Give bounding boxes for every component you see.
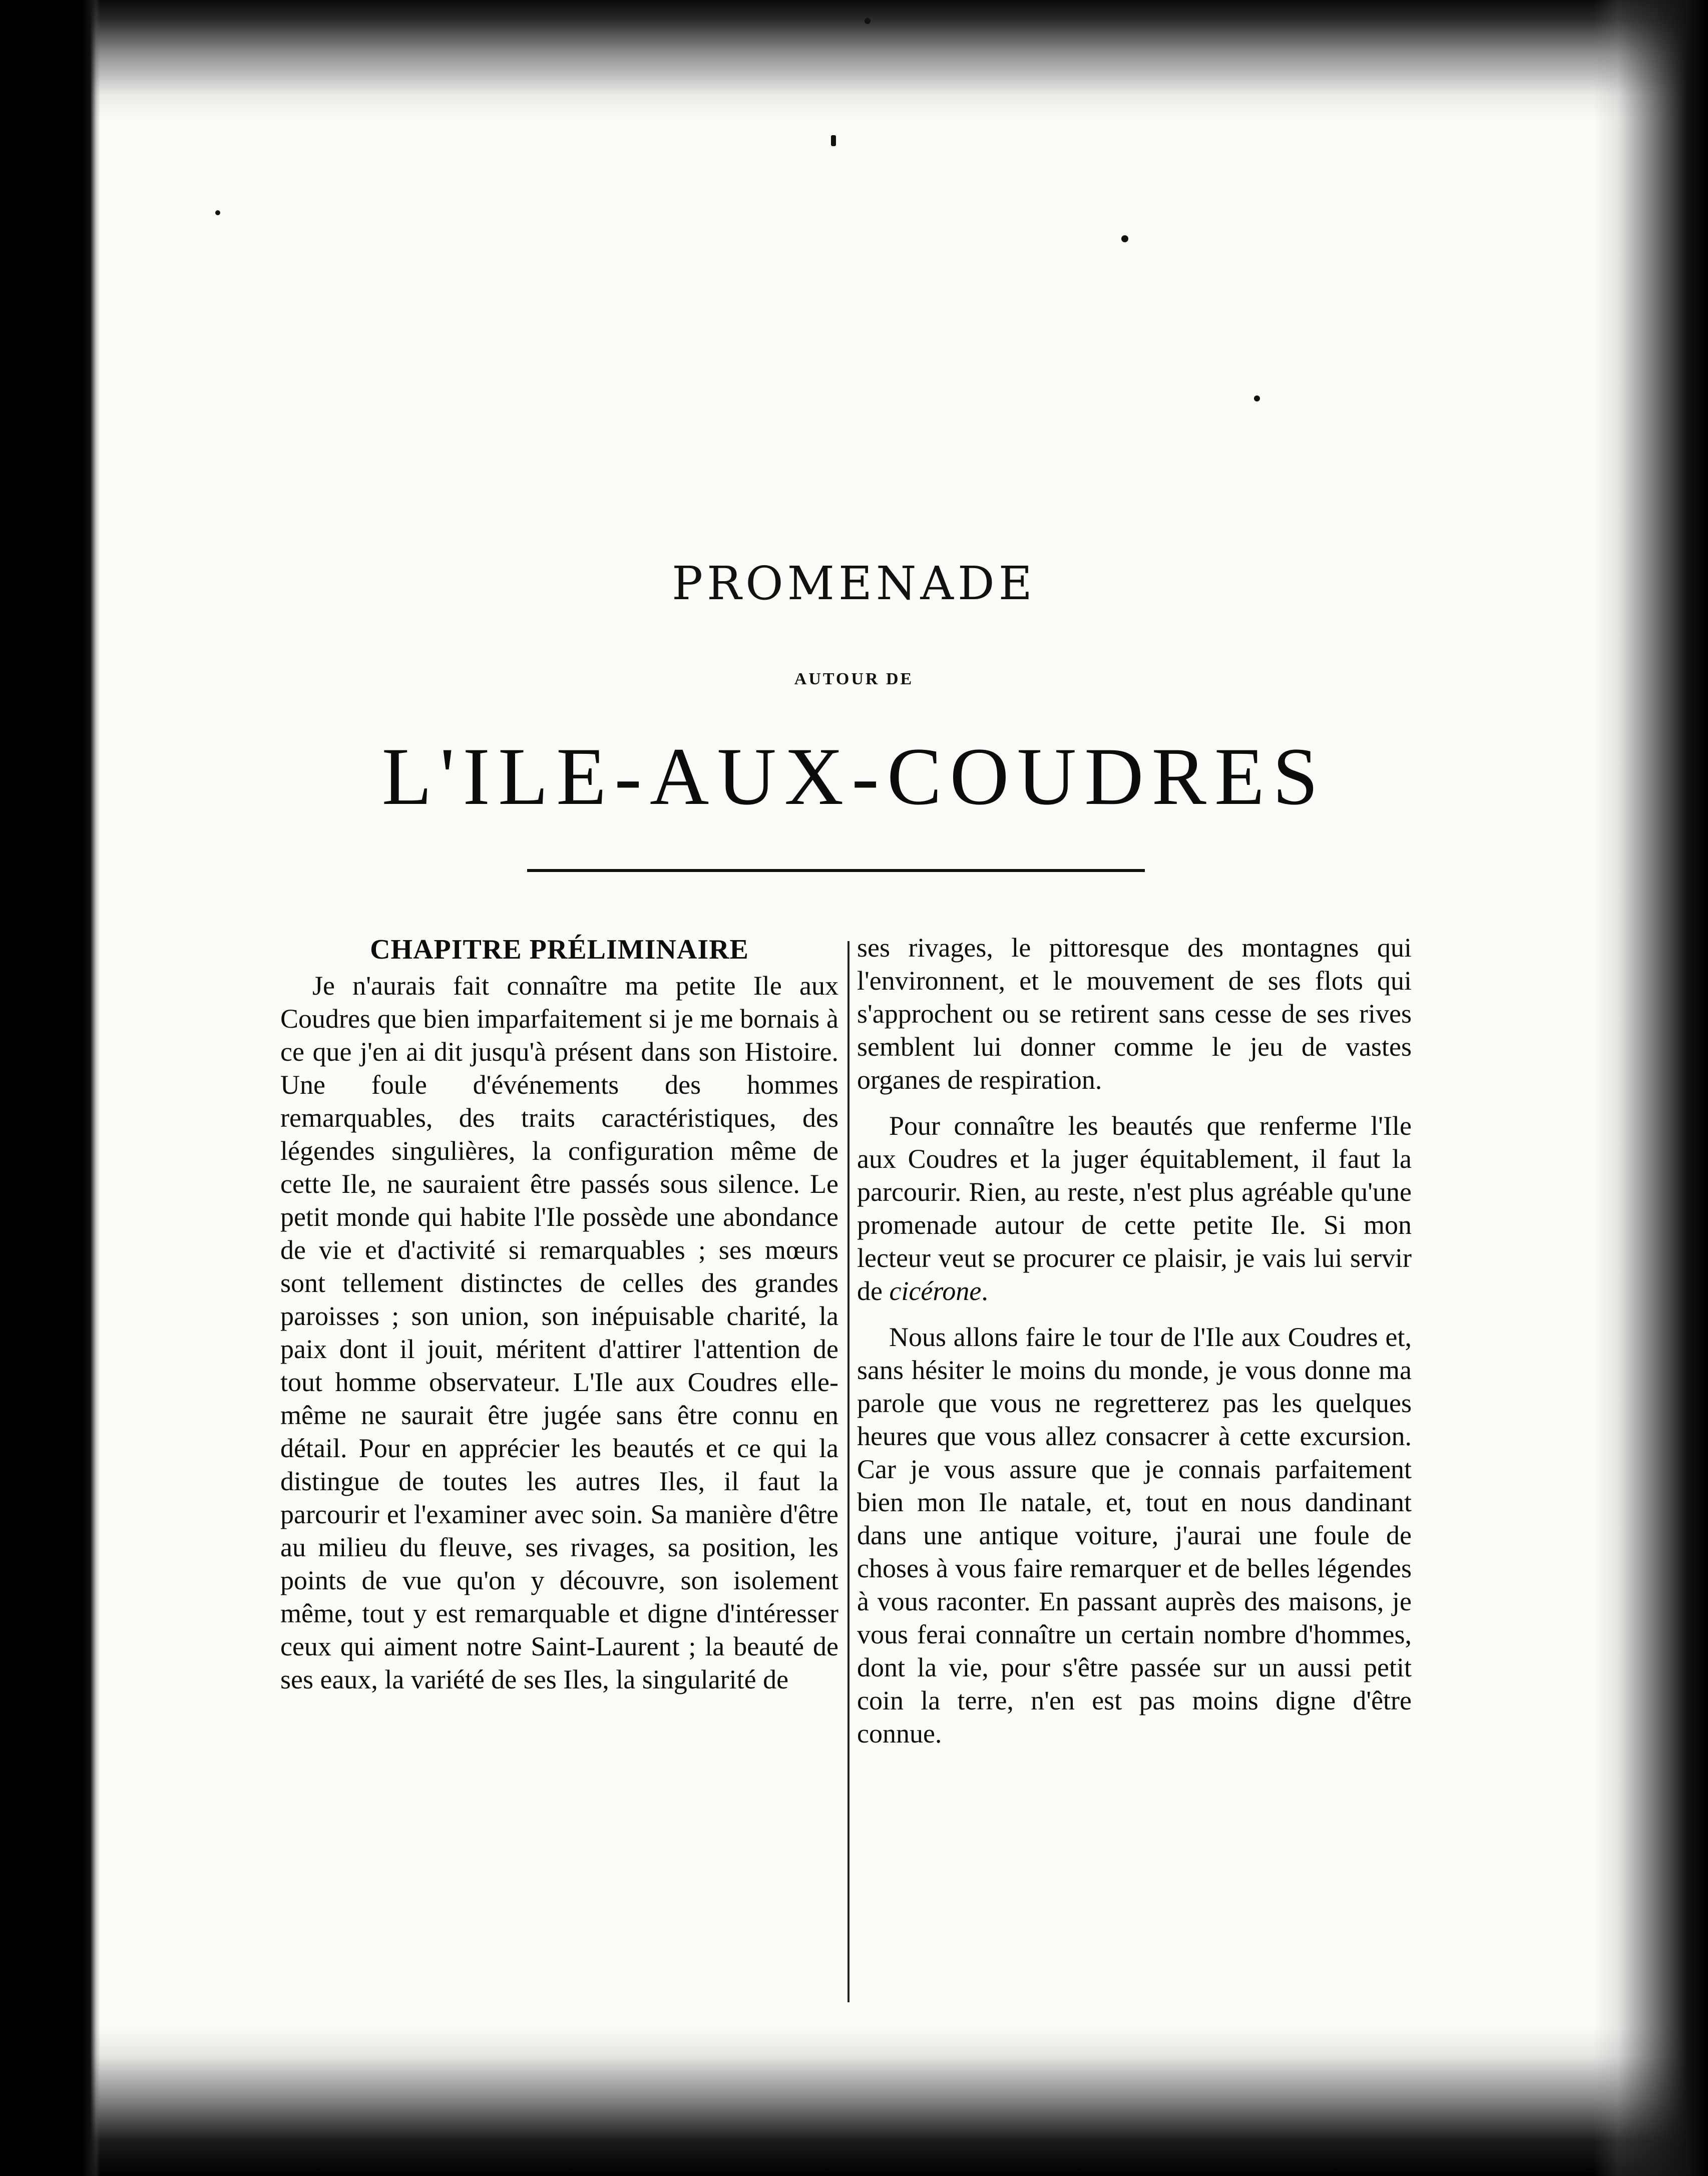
- left-column: [280, 931, 838, 1696]
- body-paragraph-continuation: ses rivages, le pittoresque des montagnes qui l'environnent, et le mouvement de ses flots qui s'approchent ou se retirent sans cesse de ses rives semblent lui donner comme le jeu de vastes organes de respiration.: [857, 933, 1412, 1095]
- page-title: PROMENADE: [672, 557, 1036, 610]
- italic-word: cicérone: [889, 1276, 982, 1306]
- scan-speck: [1254, 395, 1260, 401]
- paragraph-text: Pour connaître les beautés que renferme l'Ile aux Coudres et la juger équitablement, il faut la parcourir. Rien, au reste, n'est plus agréable qu'une promenade autour de cette petite Ile. Si mon lecteur veut se procurer ce plaisir, je vais lui servir de: [857, 1111, 1412, 1306]
- chapter-heading: CHAPITRE PRÉLIMINAIRE: [370, 934, 749, 965]
- page-subtitle: AUTOUR DE: [794, 670, 914, 688]
- body-paragraph: Je n'aurais fait connaître ma petite Ile aux Coudres que bien imparfaitement si je me bornais à ce que j'en ai dit jusqu'à présent dans son Histoire. Une foule d'événements des hommes remarquables, des traits caractéristiques, des légendes singulières, la configuration même de cette Ile, ne sauraient être passés sous silence. Le petit monde qui habite l'Ile possède une abondance de vie et d'activité si remarquables ; ses mœurs sont tellement distinctes de celles des grandes paroisses ; son union, son inépuisable charité, la paix dont il jouit, méritent d'attirer l'attention de tout homme observateur. L'Ile aux Coudres elle-même ne saurait être jugée sans être connu en détail. Pour en apprécier les beautés et ce qui la distingue de toutes les autres Iles, il faut la parcourir et l'examiner avec soin. Sa manière d'être au milieu du fleuve, ses rivages, sa position, les points de vue qu'on y découvre, son isolement même, tout y est remarquable et digne d'intéresser ceux qui aiment notre Saint-Laurent ; la beauté de ses eaux, la variété de ses Iles, la singularité de: [280, 971, 838, 1694]
- paragraph-end: .: [981, 1276, 988, 1306]
- place-title: L'ILE-AUX-COUDRES: [381, 731, 1327, 822]
- scan-speck: [1121, 235, 1128, 242]
- scan-top-edge: [0, 0, 1708, 120]
- body-paragraph: Nous allons faire le tour de l'Ile aux Coudres et, sans hésiter le moins du monde, je vous donne ma parole que vous ne regretterez pas les quelques heures que vous allez consacrer à cette excursion. Car je vous assure que je connais parfaitement bien mon Ile natale, et, tout en nous dandinant dans une antique voiture, j'aurai une foule de choses à vous faire remarquer et de belles légendes à vous raconter. En passant auprès des maisons, je vous ferai connaître un certain nombre d'hommes, dont la vie, pour s'être passée sur un aussi petit coin la terre, n'en est pas moins digne d'être connue.: [857, 1322, 1412, 1749]
- right-column: [857, 931, 1412, 1750]
- scan-speck: [215, 210, 220, 215]
- column-divider: [847, 941, 849, 2002]
- title-divider: [527, 869, 1145, 872]
- body-paragraph: [857, 1109, 1412, 1308]
- scan-speck: [865, 18, 871, 24]
- scan-left-edge: [0, 0, 100, 2176]
- scan-right-edge: [1593, 0, 1708, 2176]
- scan-speck: [831, 135, 836, 146]
- scan-bottom-edge: [0, 2026, 1708, 2176]
